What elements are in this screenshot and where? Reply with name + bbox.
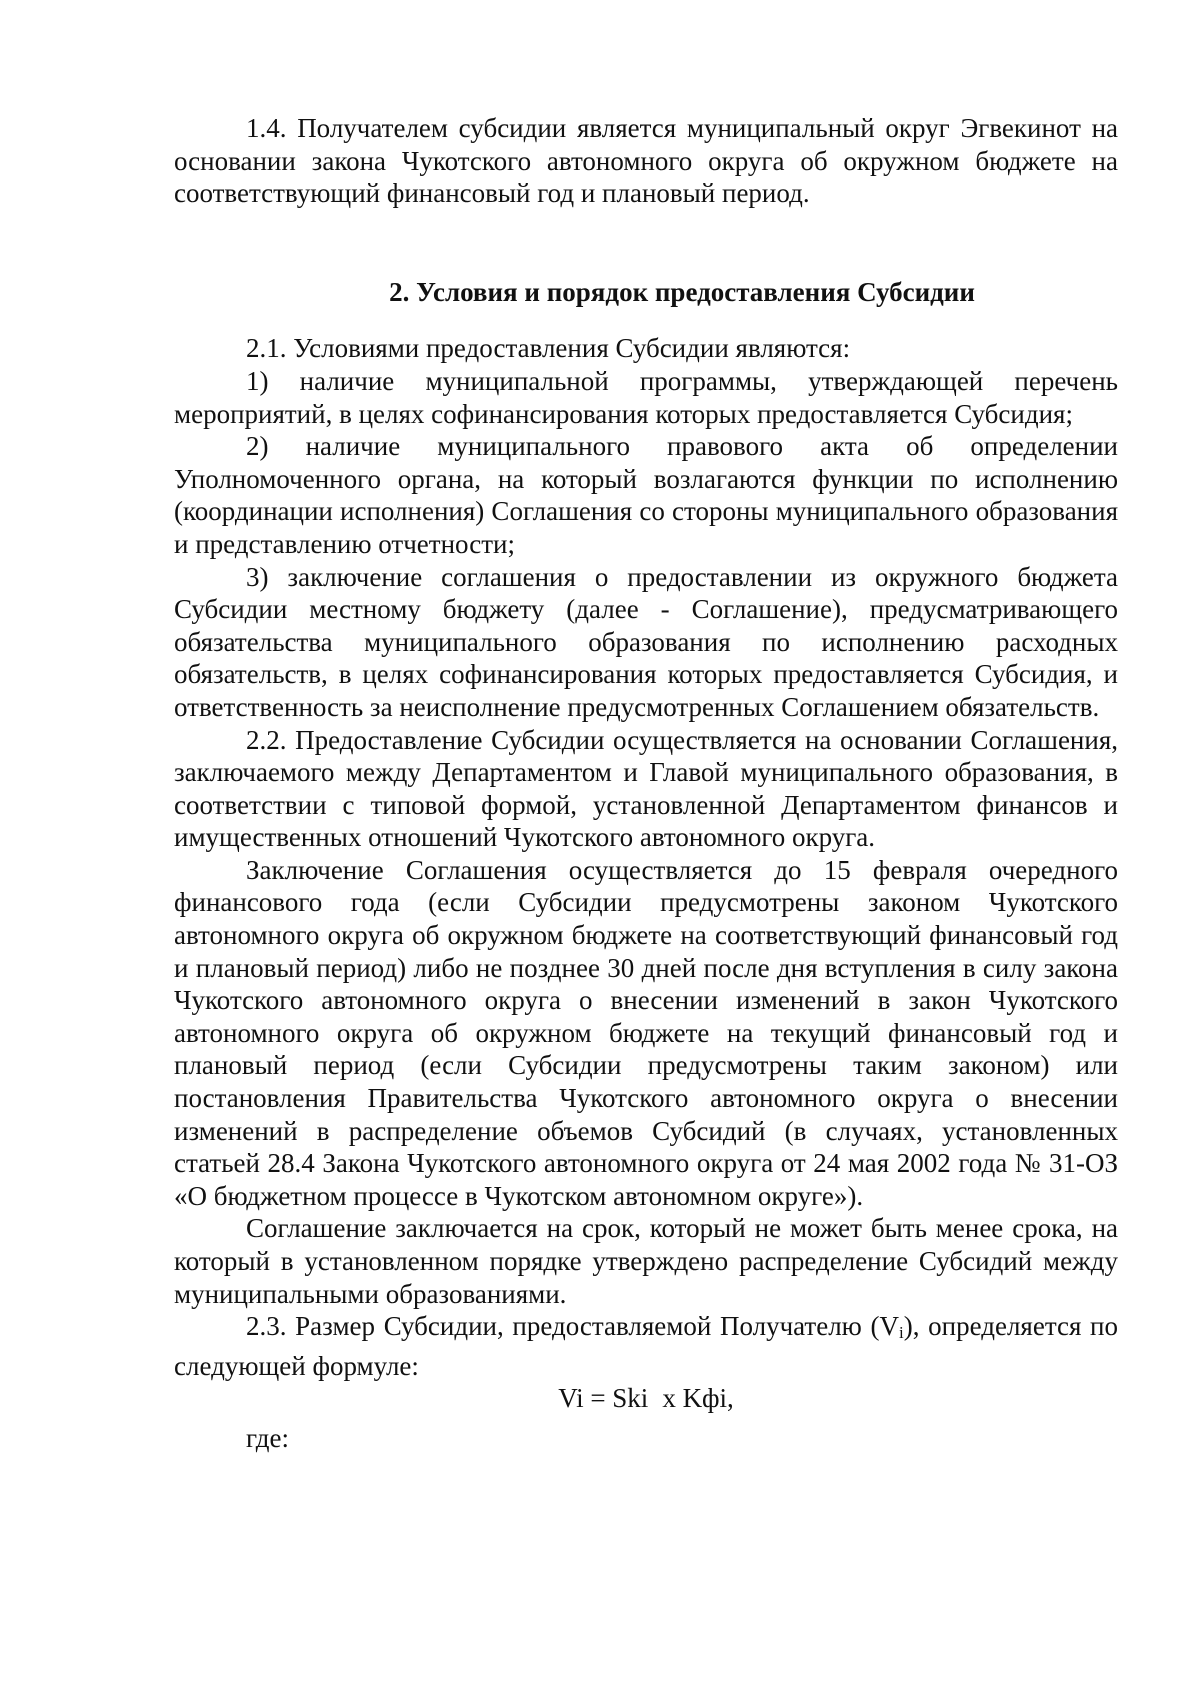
- document-page: [174, 112, 1118, 1455]
- paragraph-2-1-item-3: 3) заключение соглашения о предоставлении из окружного бюджета Субсидии местному бюджету (далее - Соглашение), предусматривающего обязательства муниципального образования по исполнению расходных обязательств, в целях софинансирования которых предоставляется Субсидия, и ответственность за неисполнение предусмотренных Соглашением обязательств.: [174, 561, 1118, 722]
- paragraph-2-2: 2.2. Предоставление Субсидии осуществляется на основании Соглашения, заключаемого между Департаментом и Главой муниципального образования, в соответствии с типовой формой, установленной Департаментом финансов и имущественных отношений Чукотского автономного округа.: [174, 724, 1118, 853]
- paragraph-2-2-term: Соглашение заключается на срок, который не может быть менее срока, на который в установленном порядке утверждено распределение Субсидий между муниципальными образованиями.: [174, 1213, 1118, 1309]
- paragraph-2-1: 2.1. Условиями предоставления Субсидии являются:: [246, 333, 851, 364]
- paragraph-2-1-item-2: 2) наличие муниципального правового акта об определении Уполномоченного органа, на который возлагаются функции по исполнению (координации исполнения) Соглашения со стороны муниципального образования и представлению отчетности;: [174, 431, 1118, 559]
- paragraph-2-3-end: ), определяется по следующей формуле:: [174, 1311, 1118, 1381]
- paragraph-2-2-conclusion: Заключение Соглашения осуществляется до 15 февраля очередного финансового года (если Субсидии предусмотрены законом Чукотского автономного округа об окружном бюджете на соответствующий финансовый год и плановый период) либо не позднее 30 дней после дня вступления в силу закона Чукотского автономного округа о внесении изменений в закон Чукотского автономного округа об окружном бюджете на текущий финансовый год и плановый период (если Субсидии предусмотрены таким законом) или постановления Правительства Чукотского автономного округа о внесении изменений в распределение объемов Субсидий (в случаях, установленных статьей 28.4 Закона Чукотского автономного округа от 24 мая 2002 года № 31-ОЗ «О бюджетном процессе в Чукотском автономном округе»).: [174, 854, 1118, 1211]
- formula: [174, 1382, 1118, 1415]
- formula-left: Vi = Ski: [558, 1383, 649, 1414]
- formula-right: x Kфi,: [662, 1383, 734, 1414]
- paragraph-2-3-subscript: i: [899, 1323, 904, 1343]
- where-label: где:: [246, 1422, 289, 1453]
- paragraph-1-4: 1.4. Получателем субсидии является муниципальный округ Эгвекинот на основании закона Чукотского автономного округа об окружном бюджете на соответствующий финансовый год и плановый период.: [174, 113, 1118, 209]
- section-2-heading: 2. Условия и порядок предоставления Субсидии: [389, 276, 975, 307]
- paragraph-2-3: [174, 1310, 1118, 1382]
- paragraph-2-1-item-1: 1) наличие муниципальной программы, утверждающей перечень мероприятий, в целях софинансирования которых предоставляется Субсидия;: [174, 365, 1118, 429]
- paragraph-2-3-start: 2.3. Размер Субсидии, предоставляемой Получателю (V: [246, 1311, 900, 1342]
